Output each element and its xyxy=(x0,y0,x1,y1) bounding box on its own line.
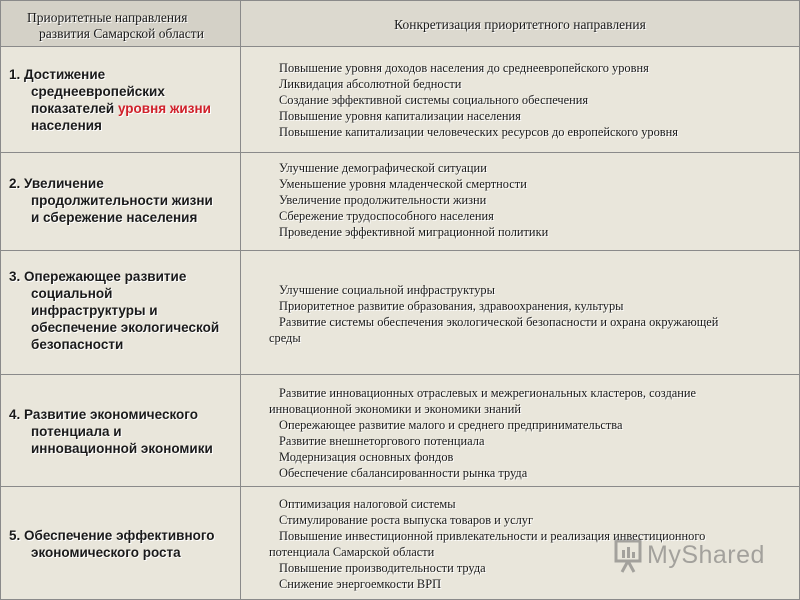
list-item: Проведение эффективной миграционной политики xyxy=(279,225,549,239)
table-row xyxy=(0,251,800,375)
header-directions-label xyxy=(27,10,239,42)
list-item: Снижение энергоемкости ВРП xyxy=(279,577,442,591)
direction-line: населения xyxy=(31,118,102,133)
list-item-continuation: потенциала Самарской области xyxy=(269,545,435,559)
list-item: Повышение инвестиционной привлекательности и реализация инвестиционного xyxy=(279,529,706,543)
items-list xyxy=(269,385,769,481)
list-item: Сбережение трудоспособного населения xyxy=(279,209,494,223)
header-cell-specification xyxy=(241,0,800,47)
direction-line: и сбережение населения xyxy=(31,210,198,225)
direction-label xyxy=(9,175,236,226)
list-item: Повышение производительности труда xyxy=(279,561,486,575)
direction-line: безопасности xyxy=(31,337,124,352)
list-item: Ликвидация абсолютной бедности xyxy=(279,77,462,91)
direction-line: обеспечение экологической xyxy=(31,320,220,335)
list-item: Улучшение демографической ситуации xyxy=(279,161,487,175)
table-row xyxy=(0,375,800,487)
direction-line: социальной xyxy=(31,286,113,301)
items-cell xyxy=(241,375,800,487)
list-item-continuation: инновационной экономики и экономики знаний xyxy=(269,402,521,416)
direction-line: среднеевропейских xyxy=(31,84,165,99)
direction-line: инновационной экономики xyxy=(31,441,213,456)
list-item: Приоритетное развитие образования, здравоохранения, культуры xyxy=(279,299,624,313)
list-item: Уменьшение уровня младенческой смертности xyxy=(279,177,527,191)
list-item: Модернизация основных фондов xyxy=(279,450,454,464)
presentation-board-icon xyxy=(614,538,644,574)
direction-line xyxy=(9,100,236,117)
direction-line: продолжительности жизни xyxy=(31,193,213,208)
items-cell xyxy=(241,251,800,375)
direction-line: 2. Увеличение xyxy=(9,176,104,191)
direction-label xyxy=(9,527,236,561)
list-item: Развитие системы обеспечения экологической безопасности и охрана окружающей xyxy=(279,315,719,329)
watermark-text: MyShared xyxy=(647,541,765,569)
list-item: Опережающее развитие малого и среднего предпринимательства xyxy=(279,418,623,432)
direction-label xyxy=(9,406,236,457)
table-row xyxy=(0,47,800,153)
list-item: Повышение капитализации человеческих ресурсов до европейского уровня xyxy=(279,125,678,139)
items-cell xyxy=(241,153,800,251)
items-list xyxy=(269,282,769,346)
list-item: Увеличение продолжительности жизни xyxy=(279,193,487,207)
direction-label xyxy=(9,268,236,353)
list-item: Повышение уровня доходов населения до среднеевропейского уровня xyxy=(279,61,649,75)
list-item: Обеспечение сбалансированности рынка труда xyxy=(279,466,528,480)
items-cell xyxy=(241,47,800,153)
direction-line: 5. Обеспечение эффективного xyxy=(9,528,215,543)
direction-label xyxy=(9,66,236,134)
direction-cell xyxy=(0,153,241,251)
direction-line: инфраструктуры и xyxy=(31,303,158,318)
list-item: Развитие внешнеторгового потенциала xyxy=(279,434,485,448)
table-header-row xyxy=(0,0,800,47)
header-directions-line1: Приоритетные направления xyxy=(27,10,188,25)
direction-line: потенциала и xyxy=(31,424,122,439)
myshared-watermark xyxy=(614,536,774,576)
items-list xyxy=(279,160,769,240)
direction-line: 1. Достижение xyxy=(9,67,106,82)
list-item: Развитие инновационных отраслевых и межрегиональных кластеров, создание xyxy=(279,386,697,400)
direction-cell xyxy=(0,487,241,600)
direction-cell xyxy=(0,47,241,153)
header-directions-line2: развития Самарской области xyxy=(39,26,204,41)
list-item: Улучшение социальной инфраструктуры xyxy=(279,283,495,297)
direction-accent-text: уровня жизни xyxy=(117,101,211,116)
list-item: Повышение уровня капитализации населения xyxy=(279,109,521,123)
header-specification-label: Конкретизация приоритетного направления xyxy=(394,17,646,32)
items-list xyxy=(279,60,769,140)
list-item: Стимулирование роста выпуска товаров и услуг xyxy=(279,513,534,527)
list-item-continuation: среды xyxy=(269,331,301,345)
direction-text: показателей xyxy=(31,101,118,116)
direction-line: 3. Опережающее развитие xyxy=(9,269,187,284)
list-item: Создание эффективной системы социального обеспечения xyxy=(279,93,589,107)
header-cell-directions xyxy=(0,0,241,47)
list-item: Оптимизация налоговой системы xyxy=(279,497,456,511)
direction-cell xyxy=(0,375,241,487)
table-row xyxy=(0,153,800,251)
direction-line: 4. Развитие экономического xyxy=(9,407,198,422)
direction-cell xyxy=(0,251,241,375)
direction-line: экономического роста xyxy=(31,545,181,560)
